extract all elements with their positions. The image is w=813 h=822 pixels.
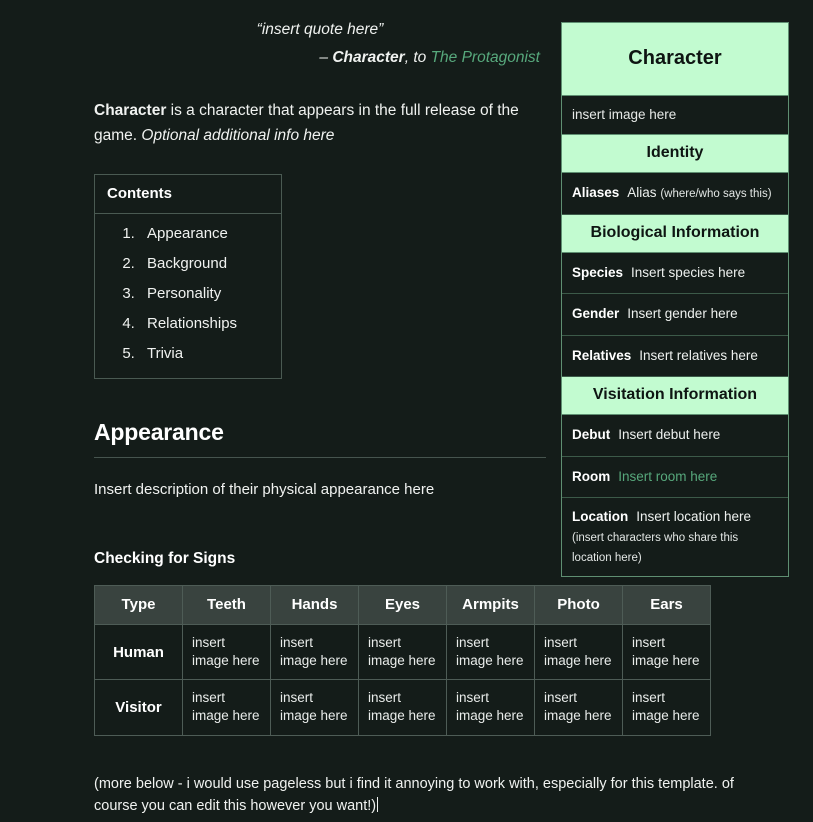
quote-dash: –	[319, 49, 333, 67]
table-cell[interactable]: insert image here	[623, 680, 711, 735]
infobox-row-value: Insert species here	[631, 264, 746, 280]
signs-table-body	[95, 625, 711, 735]
infobox-row-location	[562, 498, 788, 576]
infobox-row-label: Location	[572, 509, 629, 525]
infobox-row-value-link[interactable]: Insert room here	[618, 468, 718, 484]
contents-item-personality[interactable]	[139, 286, 269, 301]
quote-attribution	[94, 46, 546, 70]
table-row	[95, 625, 711, 680]
contents-title: Contents	[95, 175, 281, 214]
contents-item-relationships[interactable]	[139, 316, 269, 331]
contents-item-label: Relationships	[147, 315, 238, 333]
infobox-section-biological-information: Biological Information	[562, 215, 788, 253]
infobox-row-value: Alias	[627, 185, 657, 200]
contents-item-label: Personality	[147, 285, 222, 303]
table-cell[interactable]: insert image here	[447, 680, 535, 735]
contents-list	[95, 214, 281, 378]
infobox-row-label: Species	[572, 264, 624, 280]
column-header-armpits: Armpits	[447, 586, 535, 625]
table-cell[interactable]: insert image here	[535, 625, 623, 680]
infobox-row-label: Gender	[572, 306, 620, 322]
infobox-row-value: Insert location here	[636, 509, 752, 525]
table-cell[interactable]: insert image here	[535, 680, 623, 735]
infobox-row-label: Room	[572, 468, 611, 484]
checking-for-signs-heading: Checking for Signs	[94, 550, 236, 568]
contents-item-background[interactable]	[139, 256, 269, 271]
text-cursor-caret	[377, 797, 378, 812]
quote-to: , to	[404, 49, 431, 67]
signs-table-head	[95, 586, 711, 625]
row-header-visitor: Visitor	[95, 680, 183, 735]
intro-paragraph	[94, 98, 546, 148]
character-infobox	[561, 22, 789, 577]
contents-item-appearance[interactable]	[139, 226, 269, 241]
row-header-human: Human	[95, 625, 183, 680]
infobox-section-visitation-information: Visitation Information	[562, 377, 788, 415]
table-cell[interactable]: insert image here	[623, 625, 711, 680]
intro-optional-info: Optional additional info here	[141, 127, 335, 145]
infobox-row-value: Insert relatives here	[639, 347, 758, 363]
table-cell[interactable]: insert image here	[271, 625, 359, 680]
appearance-body-text: Insert description of their physical appearance here	[94, 481, 435, 499]
quote-text: “insert quote here”	[256, 21, 384, 38]
infobox-row-label: Relatives	[572, 347, 632, 363]
quote-target-link[interactable]: The Protagonist	[430, 49, 540, 67]
table-header-row	[95, 586, 711, 625]
footer-note-text: (more below - i would use pageless but i find it annoying to work with, especially for this template. of course you can edit this however you want!)	[94, 776, 734, 815]
infobox-title: Character	[562, 23, 788, 96]
intro-text: is a character that appears in the full release of the game.	[94, 102, 519, 145]
column-header-photo: Photo	[535, 586, 623, 625]
table-cell[interactable]: insert image here	[359, 625, 447, 680]
table-cell[interactable]: insert image here	[447, 625, 535, 680]
contents-item-label: Trivia	[147, 345, 184, 363]
appearance-heading: Appearance	[94, 419, 224, 446]
table-cell[interactable]: insert image here	[183, 680, 271, 735]
contents-box	[94, 174, 282, 379]
column-header-eyes: Eyes	[359, 586, 447, 625]
infobox-row-relatives	[562, 336, 788, 378]
infobox-row-aliases	[562, 173, 788, 215]
infobox-row-species	[562, 253, 788, 295]
signs-table-wrapper	[94, 585, 700, 735]
column-header-teeth: Teeth	[183, 586, 271, 625]
contents-item-trivia[interactable]	[139, 346, 269, 361]
column-header-type: Type	[95, 586, 183, 625]
intro-character-name: Character	[94, 102, 167, 120]
table-cell[interactable]: insert image here	[183, 625, 271, 680]
table-row	[95, 680, 711, 735]
contents-item-label: Background	[147, 255, 228, 273]
heading-divider	[94, 457, 546, 458]
infobox-row-value: Insert debut here	[618, 427, 721, 443]
infobox-row-value: Insert gender here	[627, 306, 738, 322]
column-header-ears: Ears	[623, 586, 711, 625]
footer-note[interactable]	[94, 773, 734, 818]
infobox-row-room	[562, 457, 788, 499]
infobox-row-label: Debut	[572, 427, 611, 443]
quote-speaker: Character	[332, 49, 405, 67]
signs-table	[94, 585, 711, 735]
infobox-image-placeholder[interactable]: insert image here	[562, 96, 788, 135]
infobox-row-label: Aliases	[572, 185, 620, 200]
infobox-row-note: (where/who says this)	[660, 188, 772, 200]
infobox-row-note: (insert characters who share this location here)	[572, 532, 739, 564]
table-cell[interactable]: insert image here	[359, 680, 447, 735]
contents-item-label: Appearance	[147, 225, 228, 243]
infobox-section-identity: Identity	[562, 135, 788, 173]
table-cell[interactable]: insert image here	[271, 680, 359, 735]
infobox-row-debut	[562, 415, 788, 457]
infobox-row-gender	[562, 294, 788, 336]
column-header-hands: Hands	[271, 586, 359, 625]
